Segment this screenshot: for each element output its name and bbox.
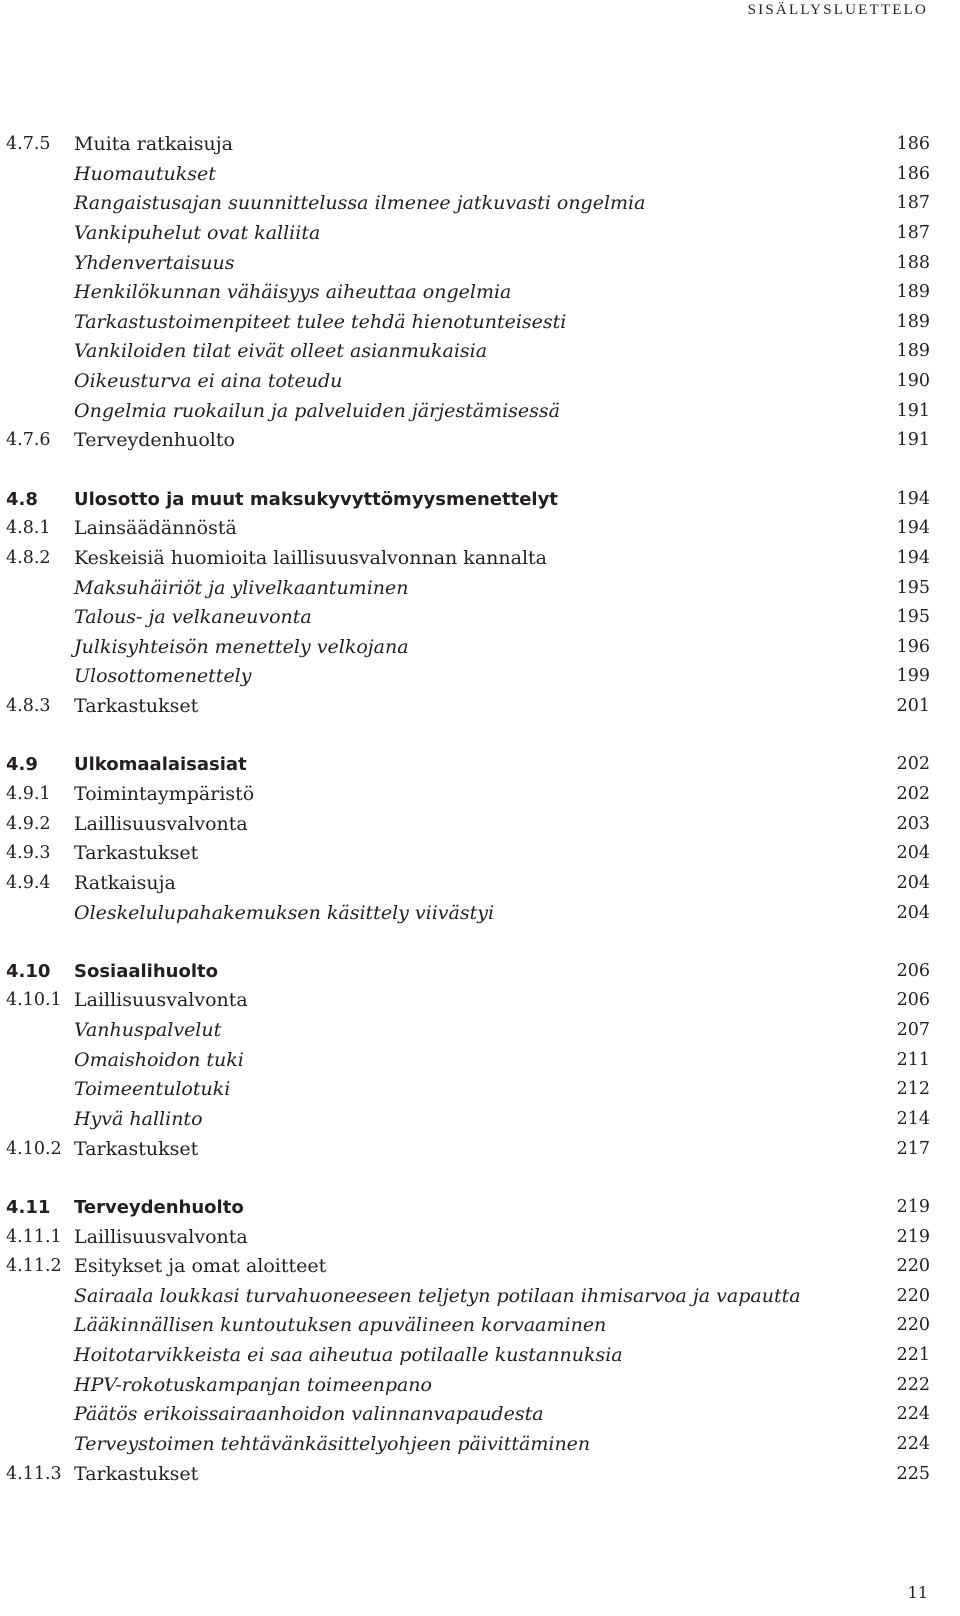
toc-entry-number: 4.11.3 [6,1463,62,1484]
toc-entry-page: 204 [896,843,930,864]
toc-entry[interactable] [6,1016,930,1046]
toc-entry-number: 4.8.3 [6,696,51,717]
toc-entry-title: Sosiaalihuolto [74,960,218,982]
toc-entry[interactable] [6,544,930,574]
toc-entry-title: Päätös erikoissairaanhoidon valinnanvapaudesta [74,1403,544,1426]
toc-entry[interactable] [6,397,930,427]
toc-entry-title: Terveystoimen tehtävänkäsittelyohjeen päivittäminen [74,1433,591,1455]
toc-entry-page: 222 [896,1374,930,1395]
toc-entry-title: Henkilökunnan vähäisyys aiheuttaa ongelmia [74,281,512,304]
toc-entry-title: Vankipuhelut ovat kalliita [74,221,321,244]
toc-entry-page: 219 [896,1226,930,1247]
toc-chapter-entry[interactable] [6,957,930,987]
toc-entry-page: 220 [896,1315,930,1336]
toc-entry[interactable] [6,1252,930,1282]
toc-entry-title: Vanhuspalvelut [74,1019,222,1042]
toc-entry-page: 214 [896,1109,930,1129]
toc-entry-title: Ongelmia ruokailun ja palveluiden järjestämisessä [74,399,560,422]
toc-entry-number: 4.11.2 [6,1256,62,1277]
toc-entry-page: 202 [896,754,930,775]
toc-chapter-entry[interactable] [6,485,930,515]
toc-entry[interactable] [6,130,930,160]
toc-entry-title: Rangaistusajan suunnittelussa ilmenee jatkuvasti ongelmia [74,192,646,215]
toc-entry-number: 4.7.5 [6,134,51,154]
toc-entry-page: 224 [896,1404,930,1425]
toc-entry-page: 195 [896,607,930,628]
toc-entry[interactable] [6,249,930,279]
toc-entry[interactable] [6,603,930,633]
toc-entry-title: Laillisuusvalvonta [74,989,248,1012]
toc-entry-number: 4.9.3 [6,843,51,864]
toc-entry-page: 199 [896,666,930,687]
toc-entry-title: Laillisuusvalvonta [74,812,248,835]
toc-entry-title: Keskeisiä huomioita laillisuusvalvonnan kannalta [74,546,547,569]
toc-entry-number: 4.10.2 [6,1138,62,1159]
toc-entry[interactable] [6,1430,930,1460]
toc-entry-title: Omaishoidon tuki [74,1048,244,1071]
toc-entry-page: 204 [896,902,930,923]
toc-entry[interactable] [6,219,930,249]
toc-entry-page: 217 [896,1138,930,1159]
toc-entry-title: Toimeentulotuki [74,1078,231,1101]
toc-entry-title: Tarkastukset [74,1137,199,1160]
toc-entry-page: 189 [896,311,930,332]
toc-entry-number: 4.7.6 [6,430,51,451]
toc-entry-page: 206 [896,960,930,981]
toc-entry[interactable] [6,337,930,367]
toc-entry[interactable] [6,574,930,604]
toc-entry-title: Toimintaympäristö [74,783,255,805]
toc-entry[interactable] [6,1311,930,1341]
toc-entry-page: 220 [896,1256,930,1277]
toc-entry-number: 4.9.1 [6,784,51,804]
toc-entry-page: 189 [896,341,930,362]
toc-entry-number: 4.8.1 [6,518,51,539]
toc-entry-page: 191 [896,400,930,421]
toc-entry-title: Esitykset ja omat aloitteet [74,1255,327,1278]
toc-chapter-entry[interactable] [6,750,930,780]
toc-entry-number: 4.9 [6,754,38,776]
toc-entry-number: 4.10 [6,960,51,982]
running-head: SISÄLLYSLUETTELO [747,2,928,18]
toc-entry[interactable] [6,1105,930,1135]
toc-entry-title: Lääkinnällisen kuntoutuksen apuvälineen korvaaminen [74,1314,607,1337]
toc-entry-page: 194 [896,488,930,509]
toc-entry-page: 195 [896,577,930,598]
toc-entry-title: Ulosotto ja muut maksukyvyttömyysmenettelyt [74,488,558,510]
toc-entry-page: 212 [896,1079,930,1100]
toc-entry-number: 4.9.4 [6,872,51,893]
toc-entry-number: 4.8.2 [6,547,51,568]
toc-entry[interactable] [6,278,930,308]
toc-entry[interactable] [6,160,930,190]
toc-entry-title: Oleskelulupahakemuksen käsittely viivästyi [74,901,495,924]
toc-entry[interactable] [6,662,930,692]
table-of-contents [6,130,930,1489]
toc-entry-page: 187 [896,193,930,214]
toc-entry-title: Yhdenvertaisuus [74,251,235,274]
toc-entry-page: 191 [896,430,930,451]
toc-entry-title: Muita ratkaisuja [74,133,233,155]
toc-entry[interactable] [6,780,930,810]
toc-entry[interactable] [6,426,930,456]
toc-entry-title: Huomautukset [74,162,216,185]
toc-entry-page: 225 [896,1463,930,1484]
toc-entry[interactable] [6,692,930,722]
toc-entry[interactable] [6,1371,930,1401]
toc-entry-page: 211 [896,1049,930,1070]
toc-entry-title: Vankiloiden tilat eivät olleet asianmukaisia [74,340,488,363]
toc-entry[interactable] [6,810,930,840]
toc-entry-title: Terveydenhuolto [74,429,235,452]
toc-entry-page: 194 [896,547,930,568]
toc-entry-title: Ulosottomenettely [74,665,252,688]
toc-entry-title: Tarkastukset [74,1462,199,1485]
toc-entry[interactable] [6,367,930,397]
toc-entry-title: Talous- ja velkaneuvonta [74,606,312,629]
toc-entry[interactable] [6,1075,930,1105]
toc-entry[interactable] [6,986,930,1016]
toc-entry-title: Terveydenhuolto [74,1196,244,1218]
toc-entry-title: Tarkastustoimenpiteet tulee tehdä hienotunteisesti [74,310,567,333]
toc-entry[interactable] [6,869,930,899]
toc-entry-page: 186 [896,163,930,184]
toc-entry[interactable] [6,1223,930,1253]
toc-entry-number: 4.8 [6,488,38,510]
toc-entry[interactable] [6,1341,930,1371]
toc-entry-page: 206 [896,990,930,1011]
toc-entry-number: 4.9.2 [6,813,51,834]
toc-entry-title: Tarkastukset [74,842,199,865]
toc-entry-page: 186 [896,134,930,154]
toc-entry-page: 189 [896,282,930,303]
toc-entry-page: 187 [896,222,930,243]
toc-entry-number: 4.11.1 [6,1226,62,1247]
toc-entry-page: 224 [896,1434,930,1454]
toc-entry-page: 203 [896,813,930,834]
toc-entry-title: Lainsäädännöstä [74,517,237,540]
toc-entry-title: Sairaala loukkasi turvahuoneeseen teljetyn potilaan ihmisarvoa ja vapautta [74,1284,801,1307]
toc-entry-title: Julkisyhteisön menettely velkojana [74,635,409,658]
toc-entry-title: Laillisuusvalvonta [74,1225,248,1248]
toc-entry-number: 4.10.1 [6,990,62,1011]
toc-entry-page: 188 [896,252,930,273]
toc-entry-title: Hoitotarvikkeista ei saa aiheutua potilaalle kustannuksia [74,1344,623,1367]
toc-entry[interactable] [6,1046,930,1076]
toc-entry-page: 196 [896,636,930,657]
toc-entry[interactable] [6,899,930,929]
toc-entry[interactable] [6,189,930,219]
toc-entry-page: 194 [896,518,930,539]
toc-entry-title: Ulkomaalaisasiat [74,754,247,776]
toc-entry-number: 4.11 [6,1196,51,1218]
page-number: 11 [907,1583,928,1602]
toc-entry-page: 204 [896,872,930,893]
toc-entry-title: Hyvä hallinto [74,1108,203,1130]
toc-entry[interactable] [6,839,930,869]
toc-entry-title: Oikeusturva ei aina toteudu [74,370,343,393]
toc-entry-page: 221 [896,1345,930,1366]
toc-entry-title: Ratkaisuja [74,871,176,894]
toc-entry[interactable] [6,514,930,544]
toc-entry[interactable] [6,1135,930,1165]
toc-entry-page: 207 [896,1020,930,1041]
toc-entry[interactable] [6,308,930,338]
toc-entry[interactable] [6,1460,930,1490]
toc-entry[interactable] [6,633,930,663]
toc-entry-page: 220 [896,1285,930,1306]
toc-entry-page: 201 [896,696,930,717]
toc-entry-page: 190 [896,371,930,392]
toc-chapter-entry[interactable] [6,1193,930,1223]
toc-entry-page: 219 [896,1196,930,1217]
toc-entry[interactable] [6,1400,930,1430]
toc-entry-title: HPV-rokotuskampanjan toimeenpano [74,1373,432,1396]
toc-entry[interactable] [6,1282,930,1312]
toc-entry-title: Maksuhäiriöt ja ylivelkaantuminen [74,576,409,599]
toc-entry-title: Tarkastukset [74,695,199,718]
toc-entry-page: 202 [896,784,930,804]
